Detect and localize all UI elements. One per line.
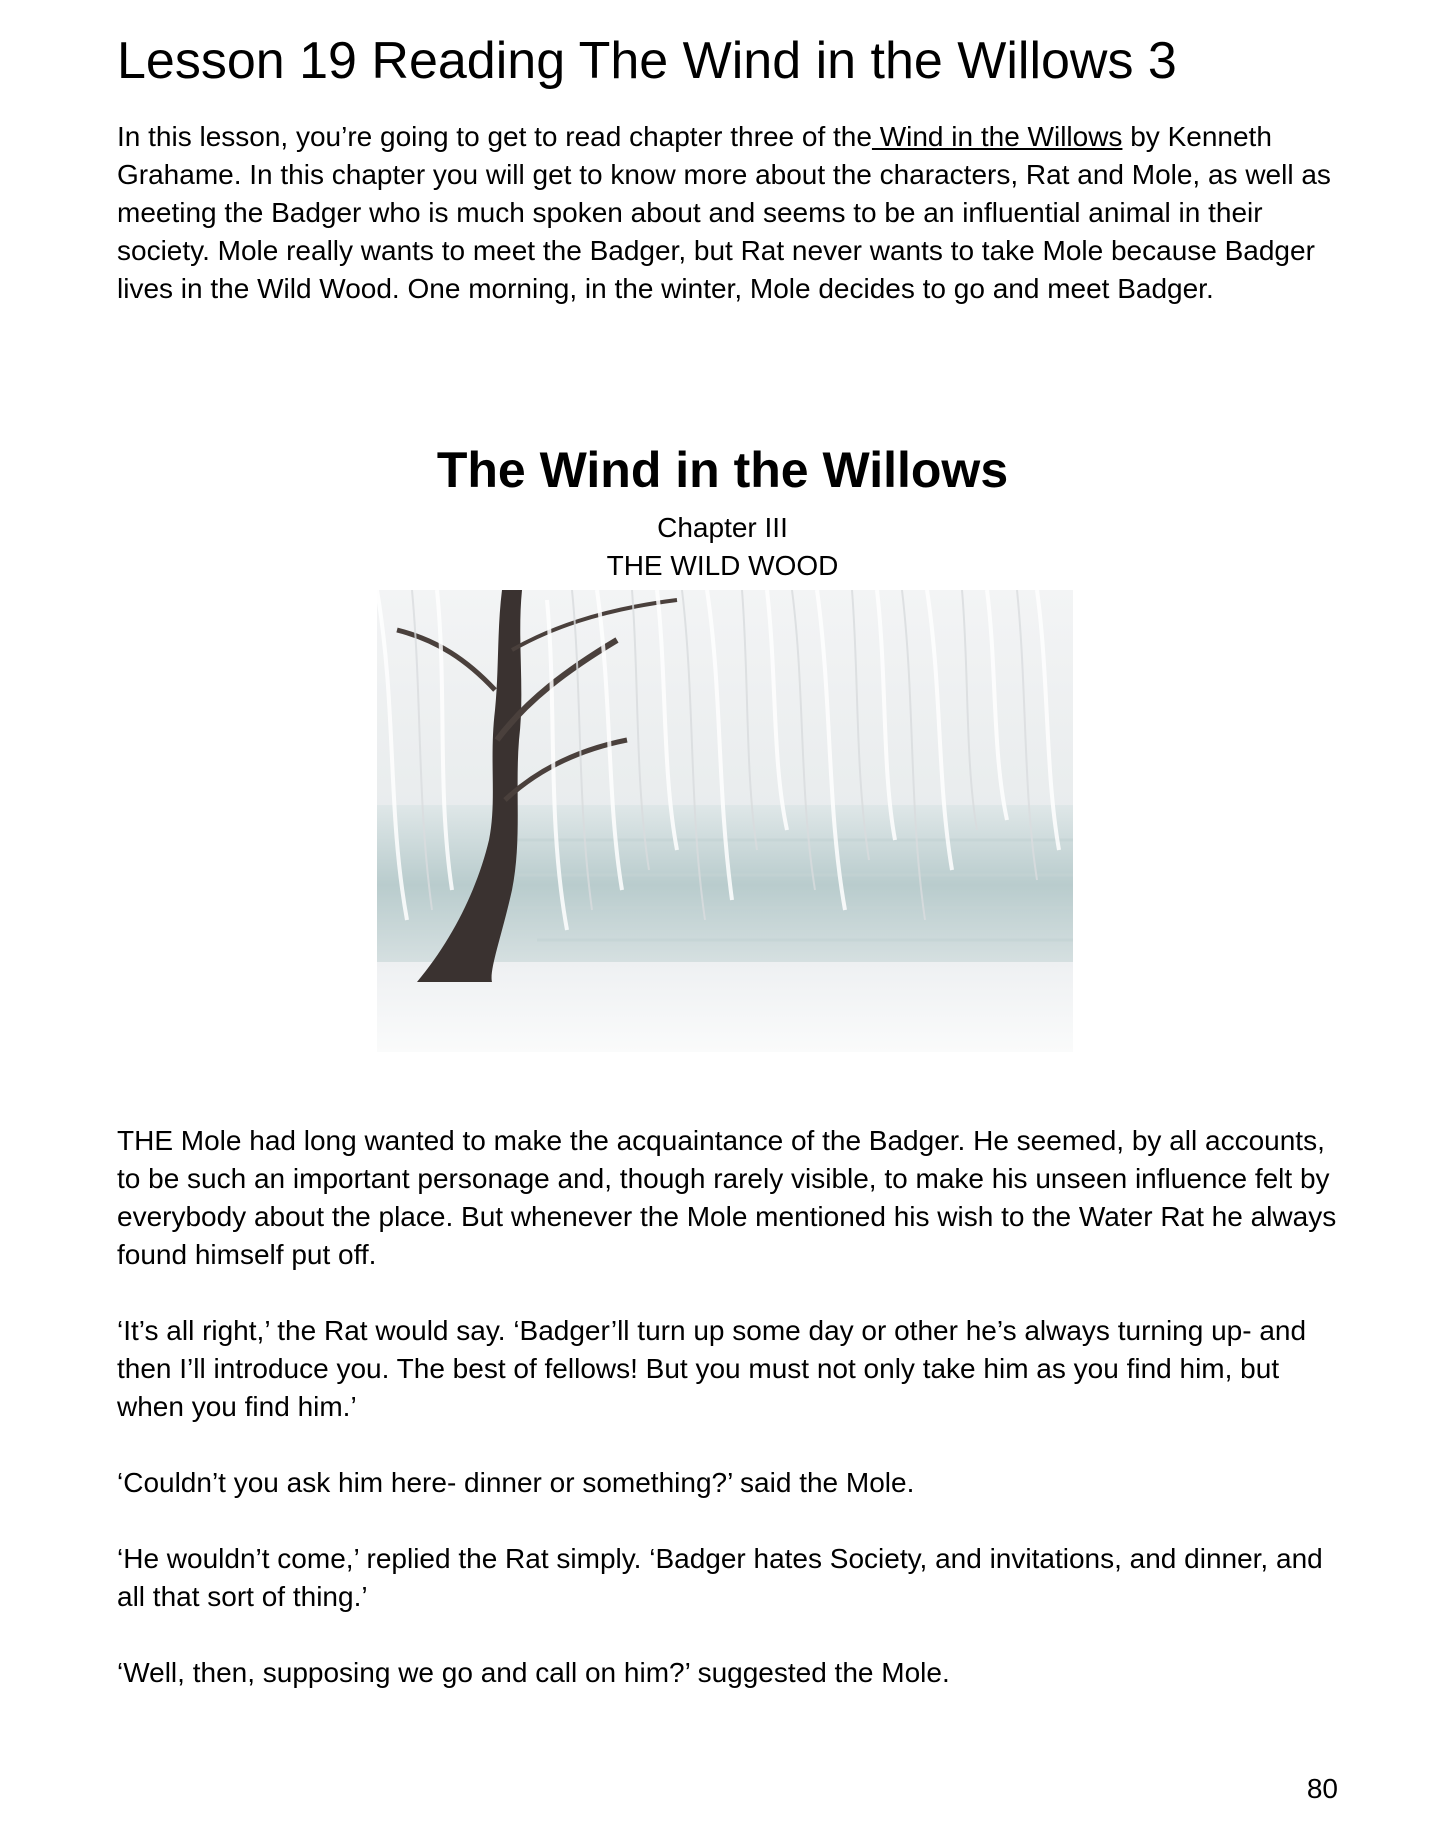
intro-text-end: by Kenneth Grahame. In this chapter you will get to know more about the characters, Rat and Mole, as well as meeting the Badger who is much spoken about and seems to be an influential animal in their society. Mole really wants to meet the Badger, but Rat never wants to take Mole because Badger lives in the Wild Wood. One morning, in the winter, Mole decides to go and meet Badger. (117, 121, 1331, 304)
book-title: The Wind in the Willows (436, 442, 1009, 498)
story-paragraph: ‘It’s all right,’ the Rat would say. ‘Badger’ll turn up some day or other he’s always turning up- and then I’ll introduce you. The best of fellows! But you must not only take him as you find him, but when you find him.’ (117, 1315, 1307, 1422)
snowy-willow-tree-image (377, 590, 1073, 1052)
story-paragraph: ‘He wouldn’t come,’ replied the Rat simply. ‘Badger hates Society, and invitations, and dinner, and all that sort of thing.’ (117, 1543, 1323, 1612)
story-text (117, 1122, 1347, 1730)
story-paragraph: THE Mole had long wanted to make the acquaintance of the Badger. He seemed, by all accounts, to be such an important personage and, though rarely visible, to make his unseen influence felt by everybody about the place. But whenever the Mole mentioned his wish to the Water Rat he always found himself put off. (117, 1125, 1337, 1270)
page-number: 80 (1306, 1773, 1338, 1804)
story-paragraph: ‘Couldn’t you ask him here- dinner or something?’ said the Mole. (117, 1467, 915, 1498)
chapter-name: THE WILD WOOD (606, 550, 839, 581)
lesson-intro (117, 118, 1347, 308)
intro-text-start: In this lesson, you’re going to get to read chapter three of the (117, 121, 872, 152)
chapter-number: Chapter III (657, 512, 788, 543)
book-link[interactable]: Wind in the Willows (871, 121, 1123, 152)
story-paragraph: ‘Well, then, supposing we go and call on him?’ suggested the Mole. (117, 1657, 950, 1688)
page-title: Lesson 19 Reading The Wind in the Willows 3 (117, 32, 1177, 90)
